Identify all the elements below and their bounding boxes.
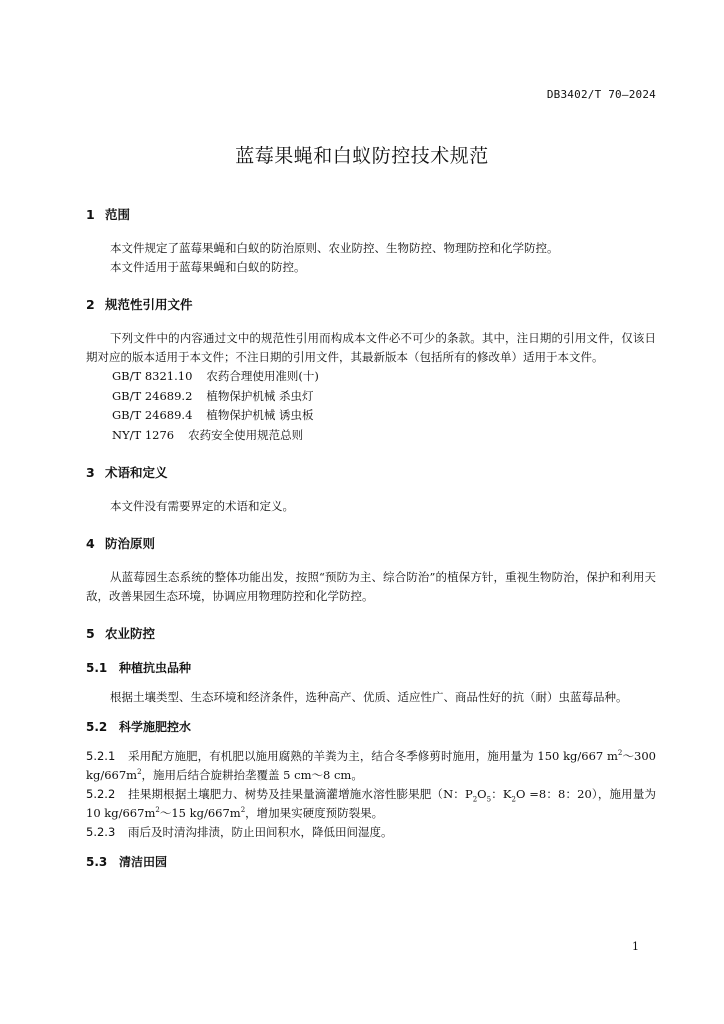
subsection-title: 科学施肥控水: [119, 720, 192, 734]
reference-name: 植物保护机械 诱虫板: [206, 408, 314, 422]
reference-code: NY/T 1276: [112, 427, 175, 442]
clause-text: ，施用后结合旋耕抬垄覆盖 5 cm～8 cm。: [141, 768, 363, 782]
reference-code: GB/T 8321.10: [112, 369, 193, 383]
section-title: 规范性引用文件: [105, 297, 193, 312]
clause-5-2-2: [86, 785, 656, 823]
section-3-heading: [86, 463, 656, 483]
subsection-title: 清洁田园: [119, 855, 168, 869]
clause-text: 挂果期根据土壤肥力、树势及挂果量滴灌增施水溶性膨果肥（N：P: [128, 787, 473, 801]
paragraph: 本文件适用于蓝莓果蝇和白蚁的防控。: [110, 260, 306, 274]
document-code: DB3402/T 70—2024: [546, 88, 656, 101]
reference-code: GB/T 24689.2: [112, 388, 193, 403]
subscript: 5: [486, 795, 492, 804]
reference-code: GB/T 24689.4: [112, 408, 193, 422]
clause-text: ：K: [491, 787, 512, 801]
subsection-5-1-heading: [86, 658, 656, 678]
paragraph: 下列文件中的内容通过文中的规范性引用而构成本文件必不可少的条款。其中，注日期的引用文件，仅该日期对应的版本适用于本文件；不注日期的引用文件，其最新版本（包括所有的修改单）适用于本文件。: [86, 331, 656, 364]
paragraph: 本文件没有需要界定的术语和定义。: [110, 499, 294, 513]
paragraph: 本文件规定了蓝莓果蝇和白蚁的防治原则、农业防控、生物防控、物理防控和化学防控。: [110, 241, 559, 255]
superscript: 2: [240, 806, 246, 815]
page-number: 1: [632, 940, 639, 953]
document-body: [86, 205, 656, 872]
subscript: 2: [511, 795, 516, 804]
reference-item: [86, 367, 656, 387]
clause-text: ～300 kg/667m: [86, 749, 656, 782]
subsection-number: 5.3: [86, 855, 108, 869]
section-number: 4: [86, 536, 95, 551]
section-1-heading: [86, 205, 656, 225]
section-title: 术语和定义: [105, 465, 168, 480]
clause-text: ～15 kg/667m: [159, 806, 241, 820]
reference-item: [86, 387, 656, 407]
document-title: 蓝莓果蝇和白蚁防控技术规范: [235, 145, 489, 167]
clause-5-2-3: [86, 823, 656, 842]
clause-text: ，增加果实硬度预防裂果。: [245, 806, 384, 820]
section-title: 农业防控: [105, 626, 156, 641]
clause-text: O: [477, 787, 487, 801]
section-5-heading: [86, 624, 656, 644]
section-number: 1: [86, 207, 95, 222]
section-title: 防治原则: [105, 536, 156, 551]
superscript: 2: [137, 768, 142, 777]
subscript: 2: [472, 795, 478, 804]
section-number: 5: [86, 626, 95, 641]
clause-text: 采用配方施肥，有机肥以施用腐熟的羊粪为主，结合冬季修剪时施用，施用量为 150 kg/667 m: [128, 749, 618, 763]
clause-text: O =8：8：20），施用量为 10 kg/667m: [86, 787, 656, 820]
subsection-5-2-heading: [86, 717, 656, 737]
clause-number: 5.2.2: [86, 787, 116, 801]
paragraph: 根据土壤类型、生态环境和经济条件，选种高产、优质、适应性广、商品性好的抗（耐）虫蓝莓品种。: [110, 690, 628, 704]
subsection-number: 5.1: [86, 661, 108, 675]
superscript: 2: [617, 749, 623, 758]
clause-5-2-1: [86, 747, 656, 785]
reference-name: 农药安全使用规范总则: [188, 427, 304, 442]
superscript: 2: [155, 806, 160, 815]
section-title: 范围: [105, 207, 131, 222]
subsection-title: 种植抗虫品种: [119, 661, 192, 675]
paragraph: 从蓝莓园生态系统的整体功能出发，按照“预防为主、综合防治”的植保方针，重视生物防治，保护和利用天敌，改善果园生态环境，协调应用物理防控和化学防控。: [86, 570, 656, 603]
clause-number: 5.2.1: [86, 749, 116, 763]
section-number: 2: [86, 297, 95, 312]
reference-item: [86, 426, 656, 446]
section-number: 3: [86, 465, 95, 480]
clause-text: 雨后及时清沟排渍，防止田间积水，降低田间湿度。: [128, 825, 393, 839]
section-2-heading: [86, 295, 656, 315]
reference-name: 植物保护机械 杀虫灯: [206, 388, 314, 403]
clause-number: 5.2.3: [86, 825, 116, 839]
section-4-heading: [86, 534, 656, 554]
subsection-number: 5.2: [86, 720, 108, 734]
reference-name: 农药合理使用准则(十): [206, 369, 319, 383]
reference-item: [86, 406, 656, 426]
subsection-5-3-heading: [86, 852, 656, 872]
